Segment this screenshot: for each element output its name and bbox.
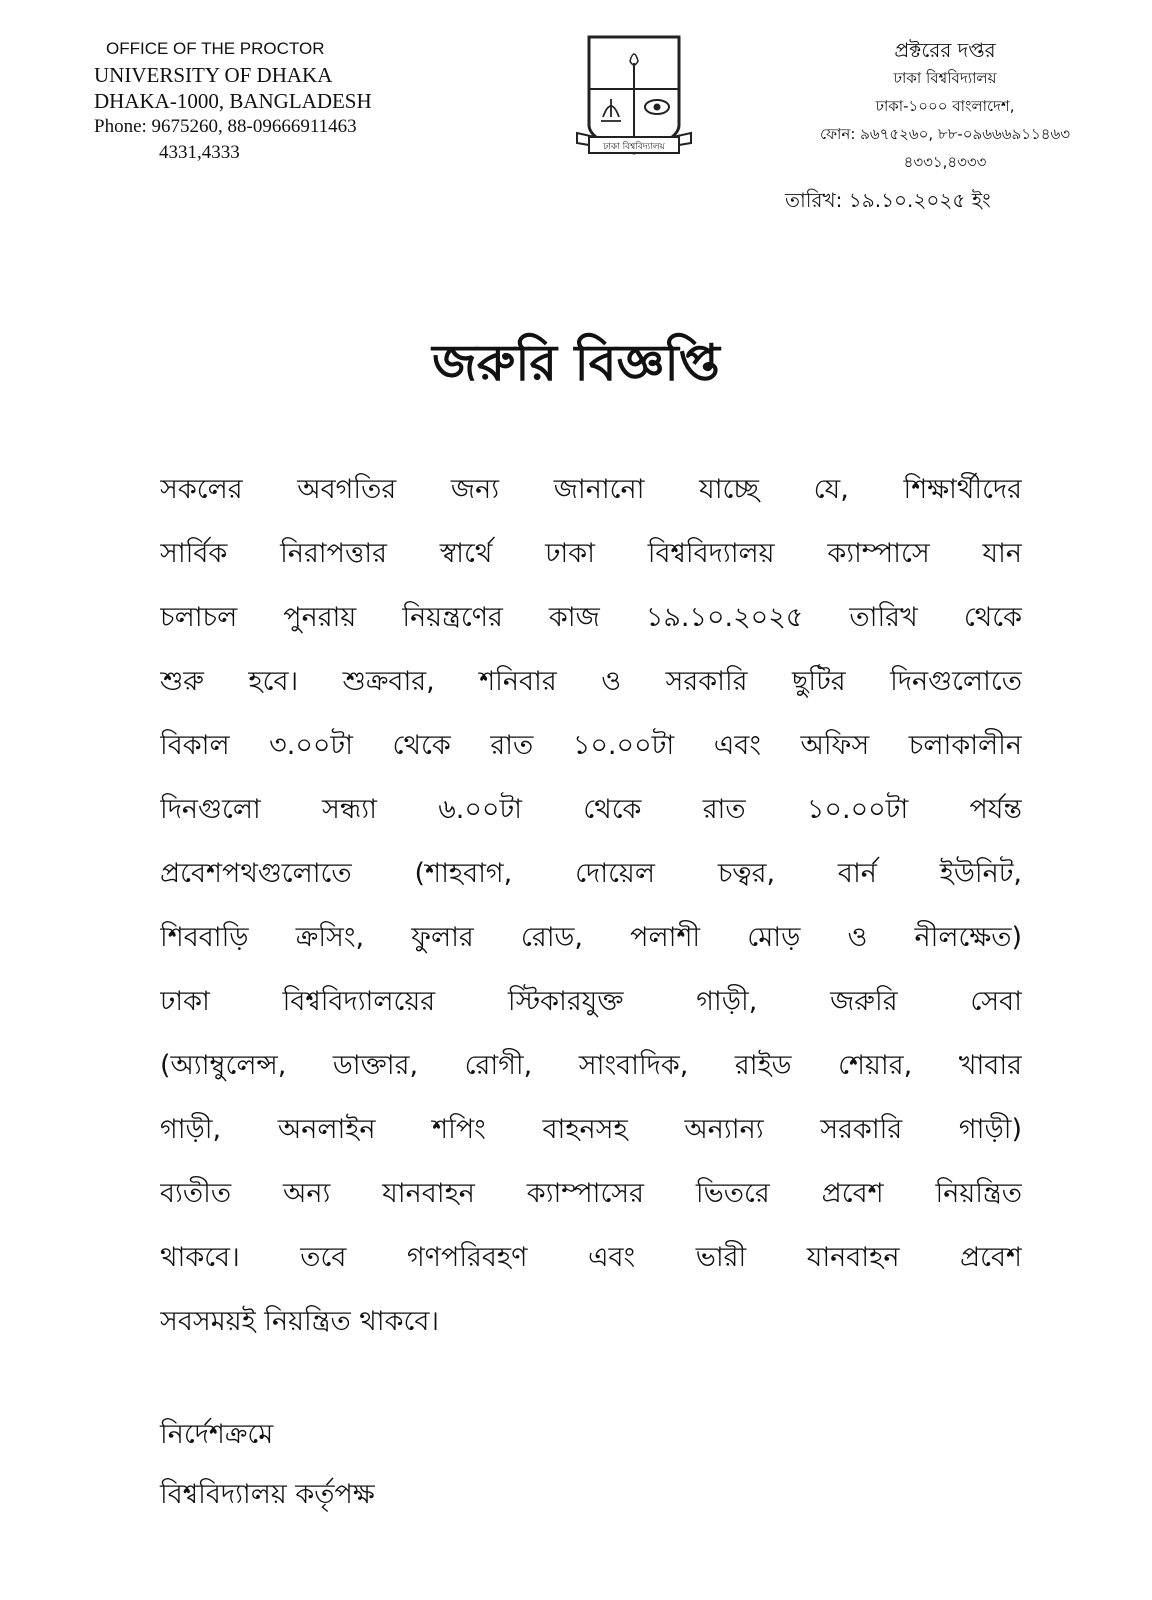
body-line: থাকবে। তবে গণপরিবহণ এবং ভারী যানবাহন প্রবেশ	[160, 1242, 1022, 1273]
body-line: সবসময়ই নিয়ন্ত্রিত থাকবে।	[160, 1306, 440, 1337]
phone-extensions-bn: ৪৩৩১,৪৩৩৩	[903, 153, 987, 171]
office-name-bn: প্রক্টরের দপ্তর	[894, 38, 996, 62]
body-line: ঢাকা বিশ্ববিদ্যালয়ের স্টিকারযুক্ত গাড়ী, জরুরি সেবা	[160, 986, 1022, 1017]
body-line: বিকাল ৩.০০টা থেকে রাত ১০.০০টা এবং অফিস চলাকালীন	[160, 730, 1022, 761]
signature-line-2: বিশ্ববিদ্যালয় কর্তৃপক্ষ	[160, 1479, 375, 1510]
notice-title: জরুরি বিজ্ঞপ্তি	[432, 334, 720, 392]
svg-text:ঢাকা বিশ্ববিদ্যালয়: ঢাকা বিশ্ববিদ্যালয়	[603, 142, 665, 152]
body-line: প্রবেশপথগুলোতে (শাহবাগ, দোয়েল চত্বর, বার্ন ইউনিট,	[160, 858, 1022, 889]
phone-bn: ফোন: ৯৬৭৫২৬০, ৮৮-০৯৬৬৬৯১১৪৬৩	[819, 125, 1070, 143]
body-line: শুরু হবে। শুক্রবার, শনিবার ও সরকারি ছুটির দিনগুলোতে	[160, 666, 1022, 697]
signature-line-1: নির্দেশক্রমে	[160, 1419, 274, 1450]
body-line: চলাচল পুনরায় নিয়ন্ত্রণের কাজ ১৯.১০.২০২৫ তারিখ থেকে	[160, 602, 1022, 633]
office-name: OFFICE OF THE PROCTOR	[106, 39, 325, 58]
body-line: ব্যতীত অন্য যানবাহন ক্যাম্পাসের ভিতরে প্রবেশ নিয়ন্ত্রিত	[160, 1178, 1022, 1209]
body-line: দিনগুলো সন্ধ্যা ৬.০০টা থেকে রাত ১০.০০টা পর্যন্ত	[160, 794, 1022, 825]
body-line: গাড়ী, অনলাইন শপিং বাহনসহ অন্যান্য সরকারি গাড়ী)	[160, 1114, 1022, 1145]
body-line: (অ্যাম্বুলেন্স, ডাক্তার, রোগী, সাংবাদিক, রাইড শেয়ার, খাবার	[160, 1050, 1022, 1081]
header-right-bengali	[780, 36, 1110, 176]
address: DHAKA-1000, BANGLADESH	[94, 89, 372, 113]
signature-block	[160, 1405, 375, 1525]
body-line: সকলের অবগতির জন্য জানানো যাচ্ছে যে, শিক্ষার্থীদের	[160, 474, 1022, 505]
body-line: সার্বিক নিরাপত্তার স্বার্থে ঢাকা বিশ্ববিদ্যালয় ক্যাম্পাসে যান	[160, 538, 1022, 569]
header-left-english	[94, 36, 372, 166]
notice-date: তারিখ: ১৯.১০.২০২৫ ইং	[785, 188, 991, 212]
university-name-bn: ঢাকা বিশ্ববিদ্যালয়	[893, 69, 997, 87]
university-crest-logo	[575, 33, 693, 163]
notice-body	[160, 462, 1022, 1358]
phone: Phone: 9675260, 88-09666911463	[94, 116, 357, 137]
university-name: UNIVERSITY OF DHAKA	[94, 63, 333, 87]
phone-extensions: 4331,4333	[159, 142, 240, 163]
body-line: শিববাড়ি ক্রসিং, ফুলার রোড, পলাশী মোড় ও নীলক্ষেত)	[160, 922, 1022, 953]
address-bn: ঢাকা-১০০০ বাংলাদেশ,	[875, 97, 1015, 115]
